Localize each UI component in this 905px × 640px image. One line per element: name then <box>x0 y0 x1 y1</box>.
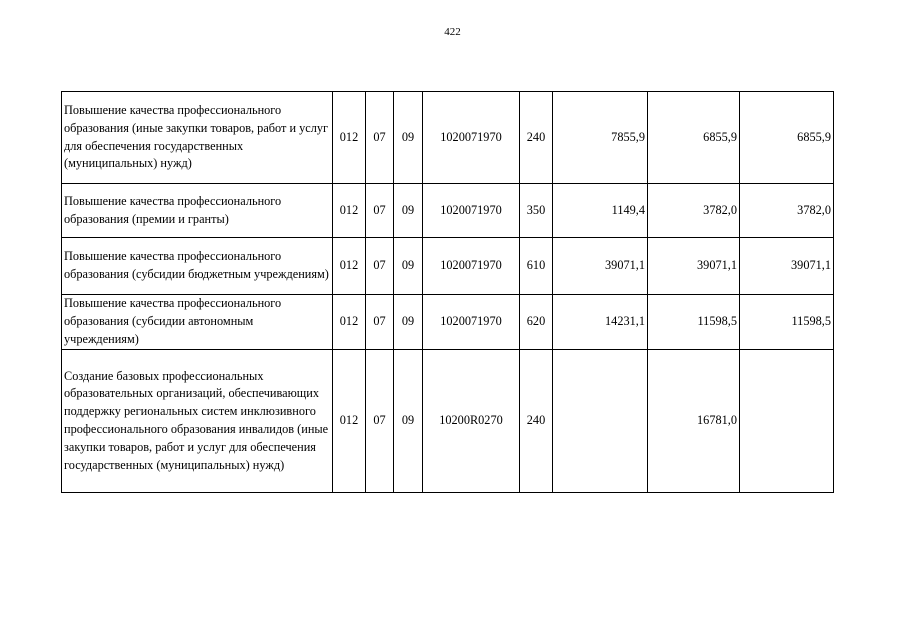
amount-year-3 <box>740 350 834 493</box>
amount-year-2: 11598,5 <box>648 295 740 350</box>
amount-year-2: 39071,1 <box>648 238 740 295</box>
expense-type-code: 620 <box>520 295 553 350</box>
subsection-code: 09 <box>394 184 423 238</box>
expense-type-code: 240 <box>520 92 553 184</box>
amount-year-1: 1149,4 <box>553 184 648 238</box>
ministry-code: 012 <box>333 238 366 295</box>
ministry-code: 012 <box>333 350 366 493</box>
table-row <box>62 92 834 184</box>
amount-year-1 <box>553 350 648 493</box>
table-row <box>62 350 834 493</box>
amount-year-1: 7855,9 <box>553 92 648 184</box>
page-number: 422 <box>444 26 461 38</box>
amount-year-3: 11598,5 <box>740 295 834 350</box>
subsection-code: 09 <box>394 295 423 350</box>
amount-year-1: 14231,1 <box>553 295 648 350</box>
target-article-code: 10200R0270 <box>423 350 520 493</box>
expense-type-code: 610 <box>520 238 553 295</box>
row-description: Повышение качества профессионального образования (премии и гранты) <box>62 184 333 238</box>
section-code: 07 <box>366 184 394 238</box>
amount-year-3: 3782,0 <box>740 184 834 238</box>
target-article-code: 1020071970 <box>423 295 520 350</box>
subsection-code: 09 <box>394 350 423 493</box>
row-description: Повышение качества профессионального образования (субсидии автономным учреждениям) <box>62 295 333 350</box>
amount-year-3: 39071,1 <box>740 238 834 295</box>
expense-type-code: 240 <box>520 350 553 493</box>
amount-year-2: 6855,9 <box>648 92 740 184</box>
amount-year-2: 3782,0 <box>648 184 740 238</box>
ministry-code: 012 <box>333 92 366 184</box>
ministry-code: 012 <box>333 295 366 350</box>
table-row <box>62 238 834 295</box>
target-article-code: 1020071970 <box>423 184 520 238</box>
row-description: Повышение качества профессионального образования (иные закупки товаров, работ и услуг для обеспечения государственных (муниципальных) нужд) <box>62 92 333 184</box>
table-row <box>62 184 834 238</box>
subsection-code: 09 <box>394 92 423 184</box>
section-code: 07 <box>366 238 394 295</box>
row-description: Повышение качества профессионального образования (субсидии бюджетным учреждениям) <box>62 238 333 295</box>
amount-year-1: 39071,1 <box>553 238 648 295</box>
row-description: Создание базовых профессиональных образовательных организаций, обеспечивающих поддержку региональных систем инклюзивного профессионального образования инвалидов (иные закупки товаров, работ и услуг для обеспечения государственных (муниципальных) нужд) <box>62 350 333 493</box>
section-code: 07 <box>366 295 394 350</box>
target-article-code: 1020071970 <box>423 92 520 184</box>
target-article-code: 1020071970 <box>423 238 520 295</box>
ministry-code: 012 <box>333 184 366 238</box>
subsection-code: 09 <box>394 238 423 295</box>
expense-type-code: 350 <box>520 184 553 238</box>
section-code: 07 <box>366 350 394 493</box>
amount-year-2: 16781,0 <box>648 350 740 493</box>
amount-year-3: 6855,9 <box>740 92 834 184</box>
section-code: 07 <box>366 92 394 184</box>
budget-table <box>61 91 834 493</box>
table-row <box>62 295 834 350</box>
